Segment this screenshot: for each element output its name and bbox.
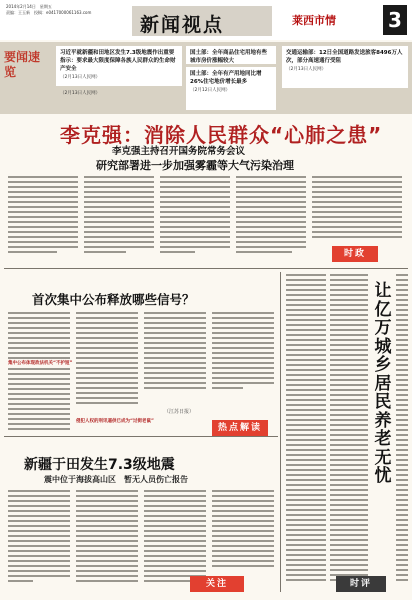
story3-body-column <box>212 490 274 570</box>
summary-item-text: 国土部：全年有产用地同比增26%住宅地价增长最多 <box>190 71 262 85</box>
story2-body-column <box>144 312 206 392</box>
column-divider <box>280 272 281 592</box>
story3-headline[interactable]: 新疆于田发生7.3级地震 <box>24 457 175 473</box>
header-meta <box>6 4 136 16</box>
story2-body-column <box>8 368 70 433</box>
summary-lead-label: 要闻速览 <box>4 50 41 79</box>
summary-item-date: （2月13日人民网） <box>286 67 327 72</box>
page-number: 3 <box>383 5 407 35</box>
story3-body-column <box>76 490 138 585</box>
section-tag-redian: 热点解读 <box>212 420 268 436</box>
section-tag-shiping: 时评 <box>336 576 386 592</box>
story2-body-column <box>212 312 274 392</box>
opinion-body-column <box>396 274 408 584</box>
summary-item[interactable] <box>282 46 408 88</box>
section-tag-guanzhu: 关注 <box>190 576 244 592</box>
summary-item-text: 国土部：全年商品住宅用地有些城市房价涨幅较大 <box>190 50 268 64</box>
story2-headline[interactable]: 首次集中公布释放哪些信号？ <box>32 292 195 307</box>
summary-item-text: 习近平就新疆和田地区发生7.3级地震作出重要指示：要求最大限度保障各族人民群众的生命财产安全 <box>60 50 176 72</box>
opinion-vertical-headline[interactable]: 让亿万城乡居民养老无忧 <box>374 281 392 486</box>
lead-body-column <box>8 176 78 256</box>
lead-body-column <box>236 176 306 256</box>
section-tag-shizheng: 时政 <box>332 246 378 262</box>
story3-dek: 震中位于海拔高山区 暂无人员伤亡报告 <box>44 474 188 484</box>
summary-item[interactable] <box>186 46 276 64</box>
summary-item[interactable] <box>56 46 182 86</box>
story2-credit: （江苏日报） <box>164 409 195 415</box>
story2-body-column <box>8 312 70 362</box>
news-summary-strip <box>0 42 412 114</box>
lead-subhead-2: 研究部署进一步加强雾霾等大气污染治理 <box>96 159 294 172</box>
story3-body-column <box>144 490 206 585</box>
summary-item-date: （2月13日人民网） <box>60 91 101 96</box>
summary-item-text: 交通运输部：12日全国道路发送旅客8496万人次，部分高速通行受阻 <box>286 50 403 64</box>
section-divider <box>4 268 408 269</box>
lead-headline[interactable]: 李克强：消除人民群众“心肺之患” <box>60 123 383 147</box>
summary-item-date: （2月12日人民网） <box>190 88 231 93</box>
story2-inline-subhead: 集中公布体现政法机关“不护短” <box>8 361 73 366</box>
story2-inline-subhead: 侵犯人权的刑讯逼供已成为“过街老鼠” <box>76 419 154 424</box>
section-divider <box>4 436 278 437</box>
page-header <box>0 0 412 40</box>
publication-name: 莱西市情 <box>292 14 336 27</box>
editor-line: 责编：王玉新 投稿：e0417000061163.com <box>6 10 92 15</box>
summary-item[interactable] <box>186 67 276 110</box>
section-title: 新闻视点 <box>140 14 225 36</box>
summary-item-date: （2月13日人民网） <box>60 75 101 80</box>
opinion-body-column <box>330 274 368 584</box>
date-line: 2014年2月14日 星期五 <box>6 4 52 9</box>
opinion-body-column <box>286 274 326 584</box>
story2-body-column <box>76 312 138 407</box>
lead-body-column <box>84 176 154 256</box>
lead-body-column <box>160 176 230 256</box>
lead-subhead-1: 李克强主持召开国务院常务会议 <box>112 146 246 157</box>
story3-body-column <box>8 490 70 585</box>
lead-body-column <box>312 176 402 241</box>
